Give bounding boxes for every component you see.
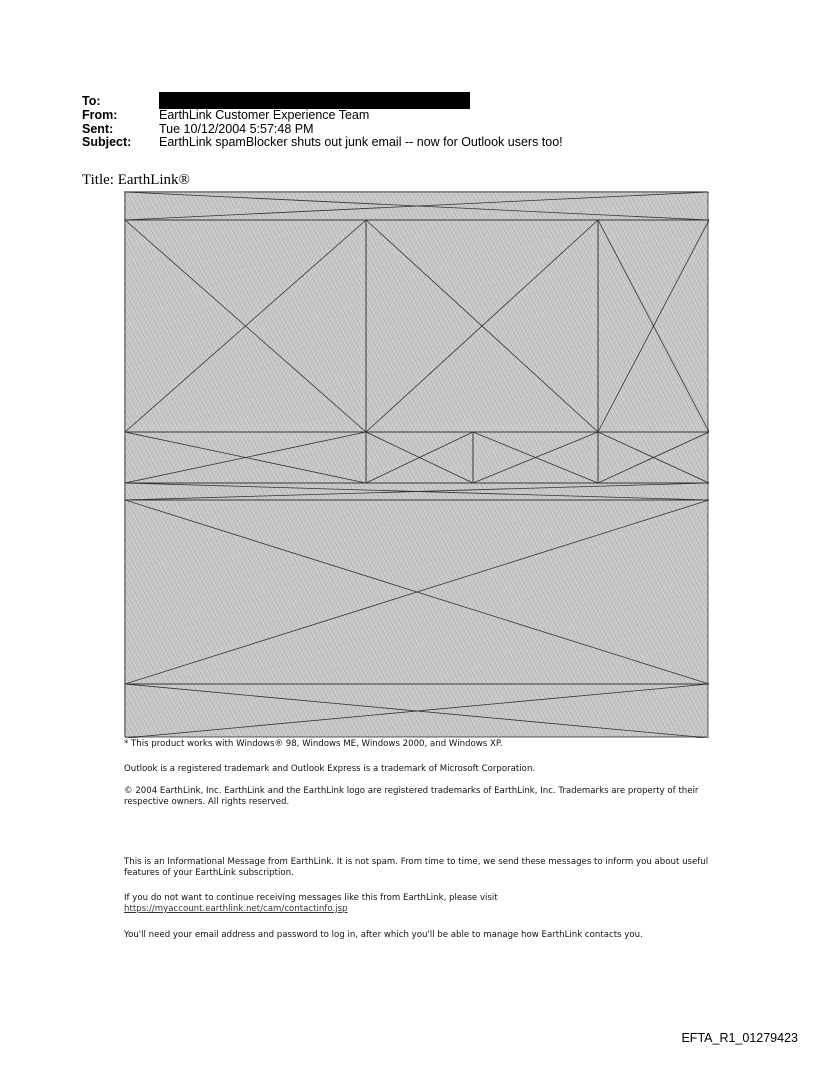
to-row bbox=[82, 95, 563, 109]
unsubscribe-link[interactable]: https://myaccount.earthlink.net/cam/contactinfo.jsp bbox=[124, 904, 348, 914]
email-header bbox=[82, 95, 563, 150]
from-label: From: bbox=[82, 108, 118, 122]
unsubscribe-text: If you do not want to continue receiving messages like this from EarthLink, please visit bbox=[124, 893, 498, 903]
to-label: To: bbox=[82, 94, 101, 108]
sent-label: Sent: bbox=[82, 121, 114, 136]
from-row bbox=[82, 109, 563, 123]
informational-message: This is an Informational Message from EarthLink. It is not spam. From time to time, we send these messages to inform you about useful features of your EarthLink subscription. bbox=[124, 857, 709, 878]
subject-row bbox=[82, 136, 563, 150]
login-note: You'll need your email address and password to log in, after which you'll be able to manage how EarthLink contacts you. bbox=[124, 930, 643, 940]
sent-value: Tue 10/12/2004 5:57:48 PM bbox=[159, 121, 314, 136]
document-title: Title: EarthLink® bbox=[82, 172, 190, 188]
missing-image-placeholder bbox=[124, 191, 708, 737]
unsubscribe-note bbox=[124, 893, 714, 915]
document-id: EFTA_R1_01279423 bbox=[681, 1031, 798, 1045]
placeholder-crossed-boxes bbox=[125, 192, 709, 738]
redacted-recipient bbox=[159, 92, 470, 109]
subject-label: Subject: bbox=[82, 135, 132, 149]
compatibility-note: * This product works with Windows® 98, Windows ME, Windows 2000, and Windows XP. bbox=[124, 739, 503, 749]
subject-value: EarthLink spamBlocker shuts out junk email -- now for Outlook users too! bbox=[159, 135, 563, 149]
sent-row bbox=[82, 123, 563, 137]
outlook-trademark-note: Outlook is a registered trademark and Outlook Express is a trademark of Microsoft Corporation. bbox=[124, 764, 536, 774]
copyright-note: © 2004 EarthLink, Inc. EarthLink and the EarthLink logo are registered trademarks of EarthLink, Inc. Trademarks are property of their respective owners. All rights reserved. bbox=[124, 786, 699, 807]
from-value: EarthLink Customer Experience Team bbox=[159, 108, 370, 122]
